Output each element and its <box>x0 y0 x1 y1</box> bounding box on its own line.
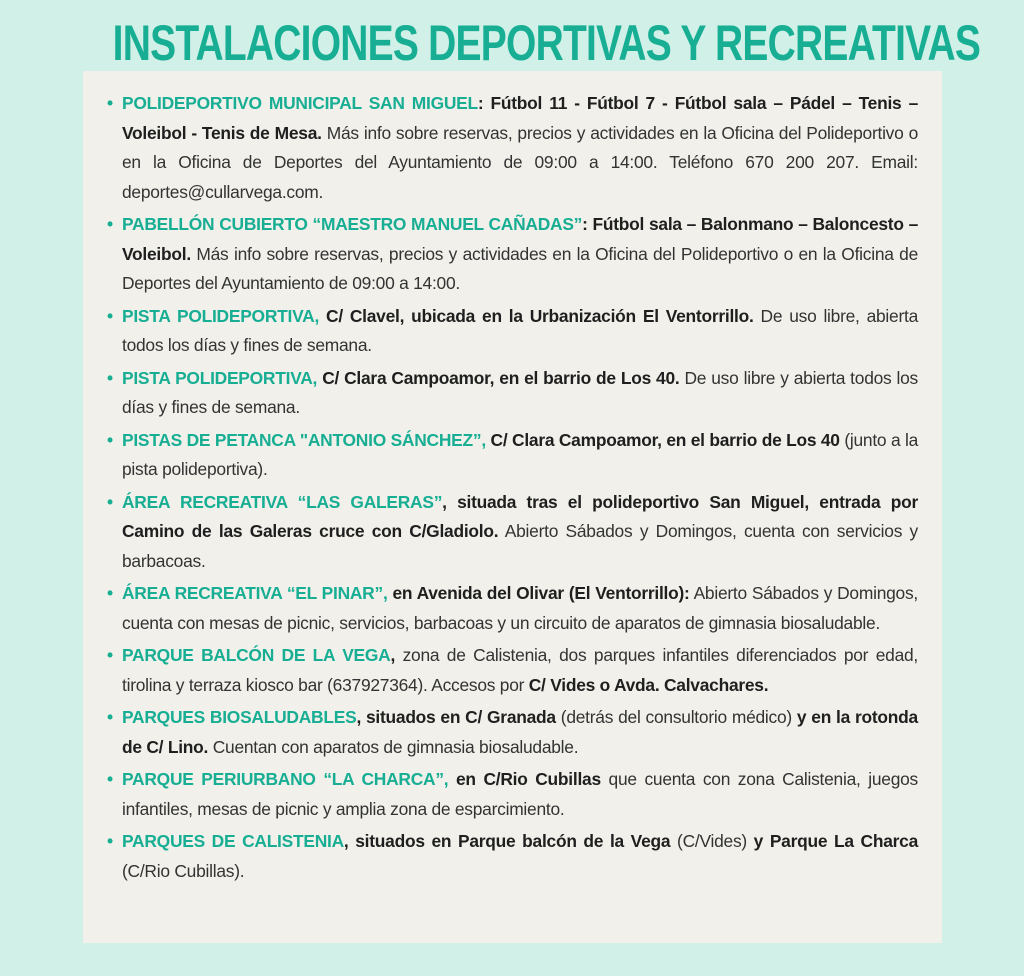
facility-detail: Abierto Sábados y Domingos, cuenta con servicios y barbacoas. <box>122 521 918 571</box>
list-item <box>107 426 918 485</box>
list-item <box>107 89 918 207</box>
facility-detail: De uso libre y abierta todos los días y fines de semana. <box>122 367 918 417</box>
list-item <box>107 579 918 638</box>
facility-detail: Más info sobre reservas, precios y actividades en la Oficina del Polideportivo o en la Oficina de Deportes del Ayuntamiento de 09:00 a 14:00. Teléfono 670 200 207. Email: deportes@cullarvega.com. <box>122 122 918 202</box>
facility-detail: Cuentan con aparatos de gimnasia biosaludable. <box>208 736 579 757</box>
page-title: INSTALACIONES DEPORTIVAS Y RECREATIVAS <box>112 15 981 71</box>
facility-name: PISTA POLIDEPORTIVA, <box>122 367 318 388</box>
facility-name: PISTAS DE PETANCA "ANTONIO SÁNCHEZ”, <box>122 429 486 450</box>
facility-name: POLIDEPORTIVO MUNICIPAL SAN MIGUEL <box>122 93 478 113</box>
bullet-icon: • <box>107 831 113 851</box>
bullet-icon: • <box>107 429 113 450</box>
facility-detail: (junto a la pista polideportiva). <box>122 429 919 479</box>
facility-detail: De uso libre, abierta todos los días y fines de semana. <box>122 305 919 355</box>
facility-detail-bold: C/ Clara Campoamor, en el barrio de Los 40. <box>317 367 680 388</box>
facility-detail-bold: : Fútbol 11 - Fútbol 7 - Fútbol sala – Pádel – Tenis – Voleibol - Tenis de Mesa. <box>122 93 918 143</box>
facility-detail-bold: , situados en C/ Granada <box>356 707 556 727</box>
facility-detail-bold: C/ Vides o Avda. Calvachares. <box>528 674 769 695</box>
facility-detail-bold: y Parque La Charca <box>753 831 918 851</box>
bullet-icon: • <box>107 645 113 665</box>
facility-detail: zona de Calistenia, dos parques infantiles diferenciados por edad, tirolina y terraza kiosco bar (637927364). Accesos por <box>122 645 918 695</box>
bullet-icon: • <box>107 93 113 113</box>
bullet-icon: • <box>107 769 113 789</box>
list-item <box>107 827 918 886</box>
list-item <box>107 765 918 824</box>
facility-detail-bold: , situada tras el polideportivo San Miguel, entrada por Camino de las Galeras cruce con C/Gladiolo. <box>122 491 918 541</box>
facility-name: PARQUES BIOSALUDABLES <box>122 707 357 727</box>
list-item <box>107 488 918 577</box>
facility-detail-bold: C/ Clara Campoamor, en el barrio de Los 40 <box>485 429 840 450</box>
bullet-icon: • <box>107 367 113 388</box>
list-item <box>107 210 918 299</box>
facility-detail-bold: en C/Rio Cubillas <box>448 769 601 789</box>
bullet-icon: • <box>107 707 113 727</box>
facility-detail-bold: : Fútbol sala – Balonmano – Baloncesto – Voleibol. <box>122 214 918 264</box>
list-item <box>107 641 918 700</box>
list-item <box>107 703 918 762</box>
facility-detail: que cuenta con zona Calistenia, juegos infantiles, mesas de picnic y amplia zona de esparcimiento. <box>122 769 918 819</box>
bullet-icon: • <box>107 583 113 603</box>
facility-list <box>107 89 918 886</box>
bullet-icon: • <box>107 305 113 326</box>
facility-name: ÁREA RECREATIVA “EL PINAR”, <box>122 583 388 603</box>
facility-name: PABELLÓN CUBIERTO “MAESTRO MANUEL CAÑADAS” <box>122 214 583 234</box>
facility-detail: (detrás del consultorio médico) <box>555 707 797 727</box>
list-item <box>107 302 918 361</box>
facility-detail-bold: C/ Clavel, ubicada en la Urbanización El Ventorrillo. <box>319 305 754 326</box>
facility-detail-bold: , situados en Parque balcón de la Vega <box>343 831 671 851</box>
facility-detail: Abierto Sábados y Domingos, cuenta con mesas de picnic, servicios, barbacoas y un circuito de aparatos de gimnasia biosaludable. <box>122 583 918 633</box>
facility-detail-bold: en Avenida del Olivar (El Ventorrillo): <box>387 583 690 603</box>
facility-name: PARQUE BALCÓN DE LA VEGA <box>122 645 391 665</box>
facility-detail: (C/Vides) <box>670 831 754 851</box>
facility-name: PISTA POLIDEPORTIVA, <box>122 305 320 326</box>
facility-detail-bold: y en la rotonda de C/ Lino. <box>122 707 918 757</box>
list-item <box>107 364 918 423</box>
facility-name: ÁREA RECREATIVA “LAS GALERAS” <box>122 491 443 512</box>
facility-detail-bold: , <box>390 645 396 665</box>
content-panel <box>83 71 942 943</box>
facility-detail: Más info sobre reservas, precios y actividades en la Oficina del Polideportivo o en la Oficina de Deportes del Ayuntamiento de 09:00 a 14:00. <box>122 243 918 293</box>
bullet-icon: • <box>107 214 113 234</box>
facility-name: PARQUE PERIURBANO “LA CHARCA”, <box>122 769 449 789</box>
bullet-icon: • <box>107 491 113 512</box>
facility-detail: (C/Rio Cubillas). <box>122 860 245 881</box>
facility-name: PARQUES DE CALISTENIA <box>122 831 344 851</box>
